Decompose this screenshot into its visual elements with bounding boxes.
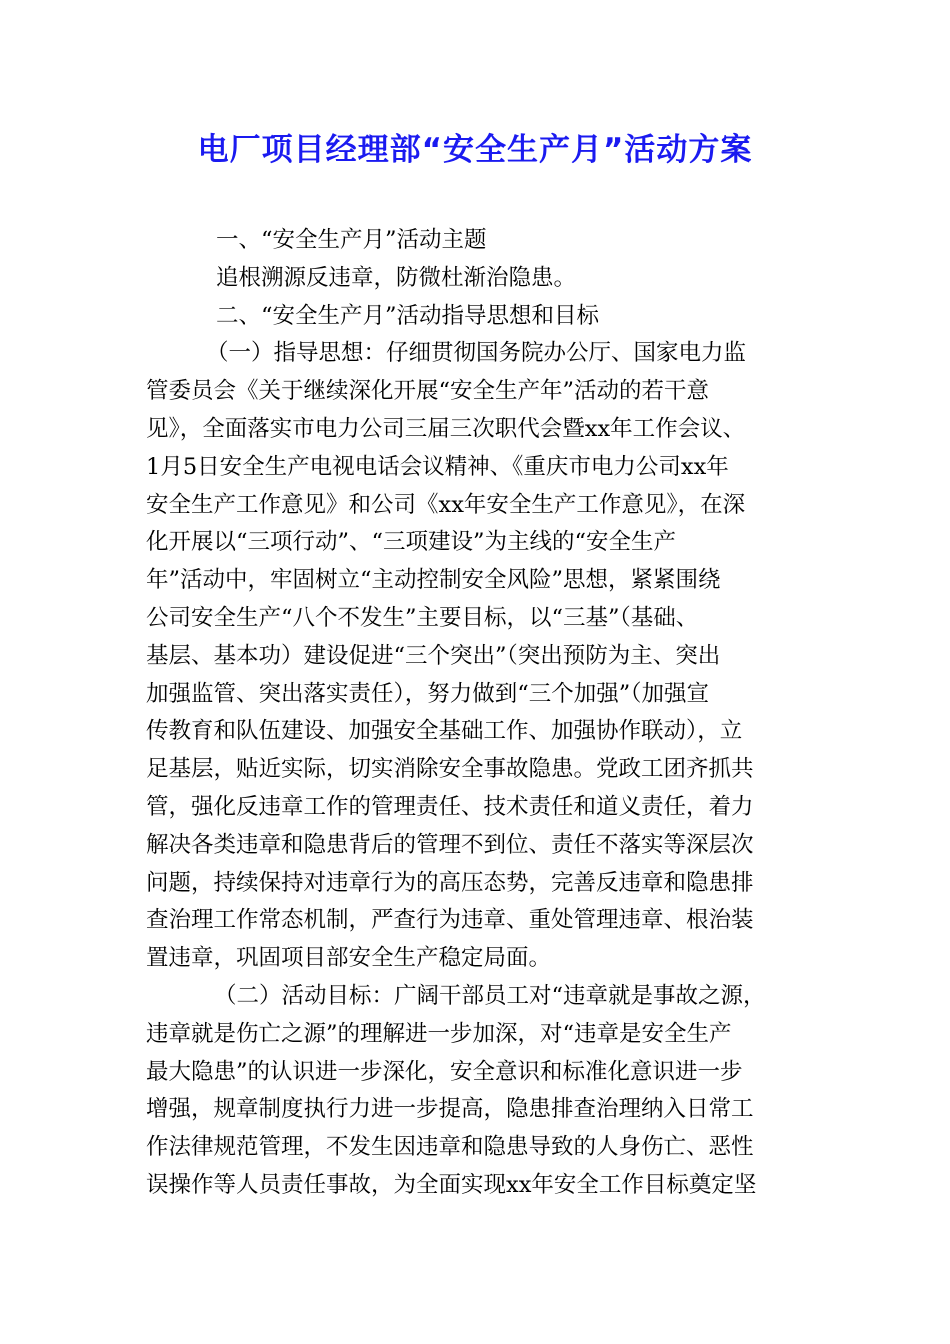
paragraph-line: 化开展以“三项行动”、“三项建设”为主线的“安全生产 — [146, 529, 677, 556]
paragraph-line: （二）活动目标：广阔干部员工对“违章就是事故之源， — [214, 982, 766, 1009]
document-body — [146, 222, 806, 1205]
paragraph-line: 加强监管、突出落实责任），努力做到“三个加强”（加强宣 — [146, 680, 710, 707]
paragraph-line: 问题，持续保持对违章行为的高压态势，完善反违章和隐患排 — [146, 869, 754, 896]
document-title: 电厂项目经理部“安全生产月”活动方案 — [197, 132, 753, 168]
paragraph-line: 查治理工作常态机制，严查行为违章、重处管理违章、根治装 — [146, 907, 754, 934]
paragraph-line: （一）指导思想：仔细贯彻国务院办公厅、国家电力监 — [206, 340, 747, 367]
paragraph-line: 增强，规章制度执行力进一步提高，隐患排查治理纳入日常工 — [146, 1096, 754, 1123]
guiding-ideology-paragraph — [146, 335, 806, 978]
paragraph-line: 违章就是伤亡之源”的理解进一步加深，对“违章是安全生产 — [146, 1020, 732, 1047]
paragraph-line: 置违章，巩固项目部安全生产稳定局面。 — [146, 945, 552, 972]
paragraph-line: 最大隐患”的认识进一步深化，安全意识和标准化意识进一步 — [146, 1058, 743, 1085]
paragraph-line: 管委员会《关于继续深化开展“安全生产年”活动的若干意 — [146, 378, 710, 405]
paragraph-line: 解决各类违章和隐患背后的管理不到位、责任不落实等深层次 — [146, 831, 754, 858]
paragraph-line: 见》，全面落实市电力公司三届三次职代会暨xx年工作会议、 — [146, 415, 746, 442]
paragraph-line: 管，强化反违章工作的管理责任、技术责任和道义责任，着力 — [146, 793, 754, 820]
paragraph-line: 1月5日安全生产电视电话会议精神、《重庆市电力公司xx年 — [146, 453, 729, 480]
paragraph-line: 公司安全生产“八个不发生”主要目标，以“三基”（基础、 — [146, 604, 699, 631]
paragraph-line: 传教育和队伍建设、加强安全基础工作、加强协作联动），立 — [146, 718, 743, 745]
section1-theme: 追根溯源反违章，防微杜渐治隐患。 — [216, 264, 577, 291]
paragraph-line: 安全生产工作意见》和公司《xx年安全生产工作意见》，在深 — [146, 491, 746, 518]
paragraph-line: 年”活动中，牢固树立“主动控制安全风险”思想，紧紧围绕 — [146, 567, 721, 594]
section1-heading: 一、“安全生产月”活动主题 — [216, 227, 487, 253]
section2-heading: 二、“安全生产月”活动指导思想和目标 — [216, 302, 600, 329]
paragraph-line: 基层、基本功）建设促进“三个突出”（突出预防为主、突出 — [146, 642, 721, 669]
paragraph-line: 误操作等人员责任事故，为全面实现xx年安全工作目标奠定坚 — [146, 1171, 757, 1198]
paragraph-line: 足基层，贴近实际，切实消除安全事故隐患。党政工团齐抓共 — [146, 756, 754, 783]
paragraph-line: 作法律规范管理，不发生因违章和隐患导致的人身伤亡、恶性 — [146, 1134, 754, 1161]
activity-goals-paragraph — [146, 978, 806, 1205]
